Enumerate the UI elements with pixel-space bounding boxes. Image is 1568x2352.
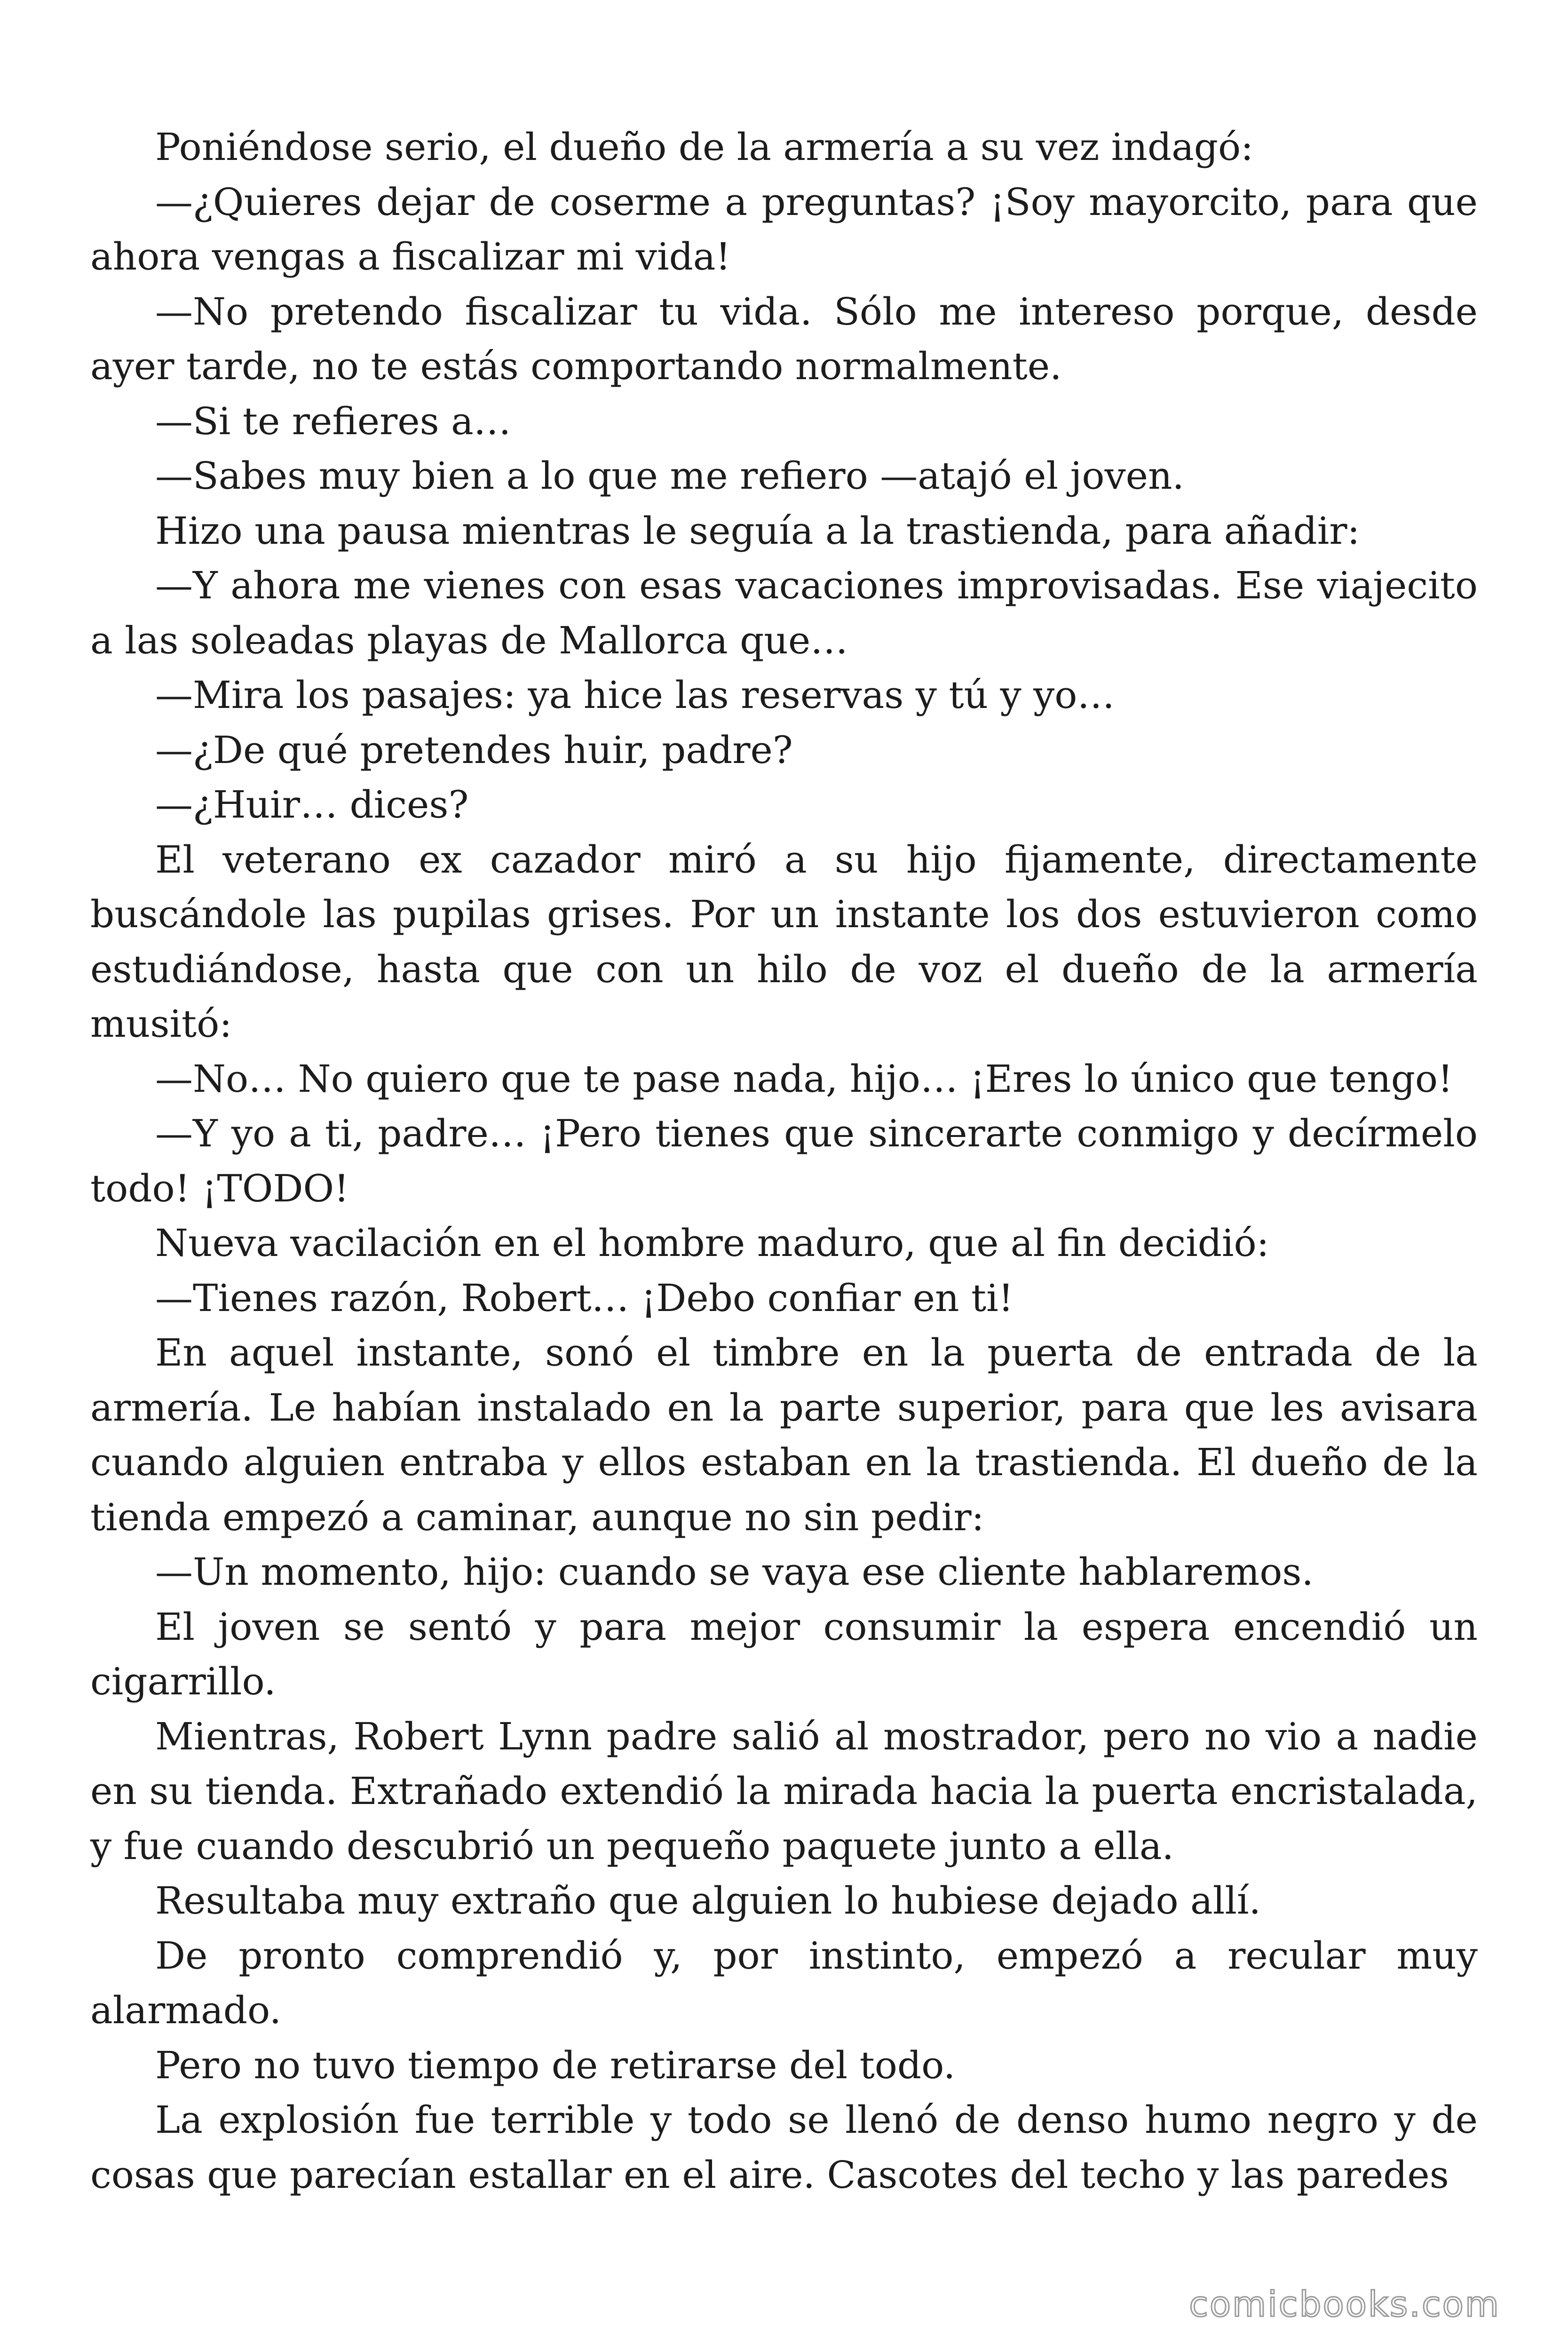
paragraph: El veterano ex cazador miró a su hijo fijamente, directamente buscándole las pupilas grises. Por un instante los dos estuvieron como estudiándose, hasta que con un hilo de voz el dueño de la armería musitó:	[90, 837, 1478, 1046]
paragraph: La explosión fue terrible y todo se llenó de denso humo negro y de cosas que parecían estallar en el aire. Cascotes del techo y las paredes	[90, 2098, 1478, 2197]
paragraph: En aquel instante, sonó el timbre en la puerta de entrada de la armería. Le habían instalado en la parte superior, para que les avisara cuando alguien entraba y ellos estaban en la trastienda. El dueño de la tienda empezó a caminar, aunque no sin pedir:	[90, 1331, 1478, 1539]
paragraph: —Y yo a ti, padre… ¡Pero tienes que sincerarte conmigo y decírmelo todo! ¡TODO!	[90, 1112, 1478, 1210]
paragraph: —No… No quiero que te pase nada, hijo… ¡Eres lo único que tengo!	[155, 1057, 1453, 1101]
paragraph: —¿Quieres dejar de coserme a preguntas? ¡Soy mayorcito, para que ahora vengas a fiscalizar mi vida!	[90, 180, 1478, 278]
paragraph: —Un momento, hijo: cuando se vaya ese cliente hablaremos.	[155, 1550, 1314, 1594]
paragraph: Pero no tuvo tiempo de retirarse del todo.	[155, 2043, 956, 2087]
watermark: comicbooks.com	[1189, 2284, 1500, 2325]
paragraph: Nueva vacilación en el hombre maduro, que al fin decidió:	[155, 1221, 1269, 1265]
page-body-text	[90, 120, 1478, 2202]
paragraph: Poniéndose serio, el dueño de la armería a su vez indagó:	[155, 125, 1254, 169]
paragraph: —Tienes razón, Robert… ¡Debo confiar en ti!	[155, 1276, 1014, 1320]
paragraph: El joven se sentó y para mejor consumir la espera encendió un cigarrillo.	[90, 1605, 1478, 1703]
paragraph: Hizo una pausa mientras le seguía a la trastienda, para añadir:	[155, 509, 1360, 553]
paragraph: —Sabes muy bien a lo que me refiero —atajó el joven.	[155, 454, 1184, 498]
paragraph: —Mira los pasajes: ya hice las reservas y tú y yo…	[155, 673, 1115, 717]
paragraph: —Si te refieres a…	[155, 399, 511, 443]
paragraph: —¿Huir… dices?	[155, 783, 469, 826]
paragraph: —¿De qué pretendes huir, padre?	[155, 728, 793, 772]
paragraph: De pronto comprendió y, por instinto, empezó a recular muy alarmado.	[90, 1933, 1478, 2032]
paragraph: Resultaba muy extraño que alguien lo hubiese dejado allí.	[155, 1879, 1261, 1923]
paragraph: —No pretendo fiscalizar tu vida. Sólo me intereso porque, desde ayer tarde, no te estás comportando normalmente.	[90, 289, 1478, 388]
paragraph: Mientras, Robert Lynn padre salió al mostrador, pero no vio a nadie en su tienda. Extrañado extendió la mirada hacia la puerta encristalada, y fue cuando descubrió un pequeño paquete junto a ella.	[90, 1714, 1478, 1868]
paragraph: —Y ahora me vienes con esas vacaciones improvisadas. Ese viajecito a las soleadas playas de Mallorca que…	[90, 564, 1478, 662]
